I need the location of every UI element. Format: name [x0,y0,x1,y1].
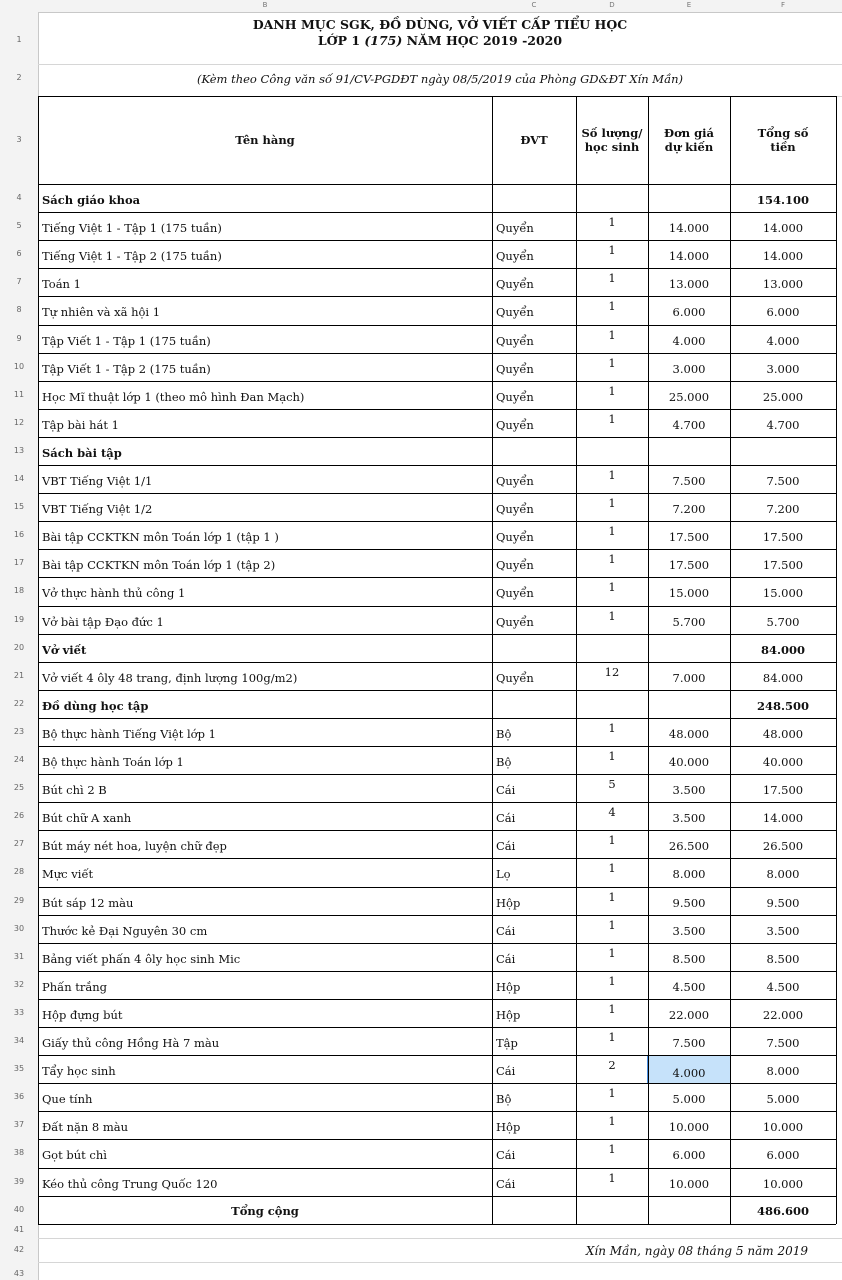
table-border [38,212,836,213]
column-header-c[interactable]: C [531,1,537,9]
row-number[interactable]: 41 [13,1224,25,1234]
item-qty[interactable]: 1 [608,496,616,511]
table-border [38,96,836,97]
item-total[interactable]: 22.000 [762,1007,804,1022]
table-border [38,381,836,382]
item-price[interactable]: 17.500 [668,558,710,573]
header-price-line2: dự kiến [664,140,714,154]
item-price[interactable]: 4.000 [648,1056,730,1083]
row-number[interactable]: 19 [13,614,25,624]
item-price[interactable]: 3.000 [672,361,706,376]
item-name[interactable]: Gọt bút chì [42,1148,107,1163]
table-border [38,1111,836,1112]
table-border [38,858,836,859]
row-number[interactable]: 1 [16,35,22,44]
item-unit[interactable]: Quyển [496,221,534,236]
item-name[interactable]: Tự nhiên và xã hội 1 [42,305,161,320]
item-qty[interactable]: 1 [608,327,616,342]
item-price[interactable]: 7.500 [672,474,706,488]
table-border [38,915,836,916]
table-border [38,1224,836,1225]
row-number[interactable]: 22 [13,698,25,708]
item-qty[interactable]: 1 [608,299,616,314]
item-name[interactable]: Phấn trắng [42,979,107,994]
item-name[interactable]: Que tính [42,1092,93,1107]
item-unit[interactable]: Cái [496,1176,516,1191]
item-name[interactable]: Bút sáp 12 màu [42,895,134,910]
item-price[interactable]: 6.000 [672,1148,706,1163]
item-unit[interactable]: Cái [496,951,516,966]
item-unit[interactable]: Quyển [496,417,534,432]
item-total[interactable]: 8.000 [766,1064,800,1079]
item-price[interactable]: 3.500 [672,783,706,798]
table-border [38,606,836,607]
item-total[interactable]: 14.000 [762,249,804,264]
table-border [38,1027,836,1028]
item-price[interactable]: 10.000 [668,1176,710,1191]
item-price[interactable]: 8.500 [672,951,706,966]
item-name[interactable]: Mực viết [42,867,94,882]
table-border [38,493,836,494]
item-qty[interactable]: 1 [608,552,616,567]
row-number[interactable]: 36 [13,1092,25,1102]
item-total[interactable]: 17.500 [762,783,804,798]
item-price[interactable]: 13.000 [668,277,710,292]
item-unit[interactable]: Lọ [496,867,511,882]
table-border [38,802,836,803]
item-name[interactable]: VBT Tiếng Việt 1/2 [42,502,153,517]
header-price-line1: Đơn giá [664,126,714,140]
row-number[interactable]: 27 [13,839,25,849]
table-border [38,1139,836,1140]
item-name[interactable]: Tẩy học sinh [42,1064,116,1079]
gridline [38,64,842,65]
item-price[interactable]: 26.500 [668,839,710,854]
item-price[interactable]: 3.500 [672,923,706,938]
header-qty[interactable] [576,126,648,154]
item-price[interactable]: 9.500 [672,895,706,910]
item-unit[interactable]: Hộp [496,895,521,910]
item-name[interactable]: Vở bài tập Đạo đức 1 [42,614,164,629]
table-border [38,1168,836,1169]
table-border [38,240,836,241]
item-price[interactable]: 14.000 [668,221,710,236]
item-total[interactable]: 10.000 [762,1176,804,1191]
table-border [38,465,836,466]
item-total[interactable]: 25.000 [762,389,804,404]
item-qty[interactable]: 4 [608,805,616,820]
row-number[interactable]: 35 [13,1064,25,1074]
table-border [38,184,836,185]
item-unit[interactable]: Cái [496,923,516,938]
item-qty[interactable]: 1 [608,945,616,960]
item-unit[interactable]: Quyển [496,361,534,376]
item-name[interactable]: Bộ thực hành Toán lớp 1 [42,755,184,769]
row-number[interactable]: 29 [13,895,25,905]
table-border [576,96,577,1224]
item-unit[interactable]: Cái [496,839,516,854]
item-unit[interactable]: Quyển [496,670,534,685]
item-unit[interactable]: Cái [496,1064,516,1079]
item-total[interactable]: 4.700 [766,417,800,432]
table-border [38,325,836,326]
item-total[interactable]: 8.000 [766,867,800,882]
item-price[interactable]: 25.000 [668,389,710,404]
item-price[interactable]: 7.000 [672,670,706,685]
item-price[interactable]: 7.200 [672,502,706,517]
row-number[interactable]: 34 [13,1036,25,1046]
row-number[interactable]: 23 [13,726,25,736]
item-name[interactable]: Tiếng Việt 1 - Tập 1 (175 tuần) [42,221,222,236]
item-qty[interactable]: 1 [608,215,616,230]
item-name[interactable]: Tập Viết 1 - Tập 2 (175 tuần) [42,361,211,376]
item-qty[interactable]: 1 [608,411,616,426]
row-number[interactable]: 6 [16,249,22,259]
item-name[interactable]: Hộp đựng bút [42,1007,123,1022]
item-qty[interactable]: 1 [608,468,616,482]
header-total-line1: Tổng số [757,126,809,140]
item-unit[interactable]: Tập [496,1036,518,1050]
row-number[interactable]: 25 [13,783,25,793]
table-border [38,690,836,691]
item-total[interactable]: 5.000 [766,1092,800,1107]
row-number[interactable]: 26 [13,811,25,821]
table-border [38,1055,836,1056]
item-price[interactable]: 7.500 [672,1036,706,1050]
item-unit[interactable]: Cái [496,1148,516,1163]
item-qty[interactable]: 1 [608,917,616,932]
item-name[interactable]: Sách bài tập [42,445,122,460]
item-unit[interactable]: Quyển [496,333,534,348]
item-total[interactable]: 15.000 [762,586,804,601]
header-total[interactable] [730,126,836,154]
item-total[interactable]: 3.500 [766,923,800,938]
table-border [38,943,836,944]
item-unit[interactable]: Quyển [496,586,534,601]
header-unit[interactable]: ĐVT [520,133,548,147]
item-qty[interactable]: 1 [608,833,616,848]
item-unit[interactable]: Cái [496,811,516,826]
row-number[interactable]: 8 [16,305,22,315]
row-number[interactable]: 17 [13,558,25,568]
item-unit[interactable]: Quyển [496,474,534,488]
item-unit[interactable]: Cái [496,783,516,798]
item-name[interactable]: Bảng viết phấn 4 ôly học sinh Mic [42,951,241,966]
item-name[interactable]: Vở viết [42,642,87,657]
item-price[interactable]: 40.000 [668,755,710,769]
table-border [38,1196,836,1197]
row-number[interactable]: 7 [16,277,22,287]
row-number[interactable]: 32 [13,979,25,989]
item-name[interactable]: Vở thực hành thủ công 1 [42,586,186,601]
item-total[interactable]: 84.000 [760,642,805,657]
item-unit[interactable]: Quyển [496,614,534,629]
table-border [38,971,836,972]
item-name[interactable]: Toán 1 [42,277,81,292]
document-subtitle: (Kèm theo Công văn số 91/CV-PGDĐT ngày 08/5/2019 của Phòng GD&ĐT Xín Mần) [196,72,684,86]
spreadsheet-grid[interactable] [38,12,842,1280]
item-qty[interactable]: 1 [608,1114,616,1129]
item-total[interactable]: 3.000 [766,361,800,376]
item-total[interactable]: 26.500 [762,839,804,854]
item-unit[interactable]: Bộ [496,755,512,769]
header-qty-line2: học sinh [584,140,640,154]
item-qty[interactable]: 1 [608,1001,616,1016]
item-total[interactable]: 13.000 [762,277,804,292]
item-qty[interactable]: 1 [608,749,616,763]
table-border [38,437,836,438]
item-total[interactable]: 17.500 [762,558,804,573]
table-border [38,577,836,578]
row-number[interactable]: 43 [13,1268,25,1278]
item-name[interactable]: Sách giáo khoa [42,193,141,207]
row-number[interactable]: 13 [13,445,25,455]
item-qty[interactable]: 12 [604,664,620,679]
item-name[interactable]: Kéo thủ công Trung Quốc 120 [42,1176,218,1191]
item-unit[interactable]: Quyển [496,249,534,264]
header-name[interactable]: Tên hàng [235,133,295,147]
item-unit[interactable]: Bộ [496,1092,512,1107]
row-number[interactable]: 3 [16,135,22,144]
item-total[interactable]: 4.500 [766,979,800,994]
table-border [38,662,836,663]
header-qty-line1: Số lượng/ [581,126,643,140]
item-unit[interactable]: Quyển [496,305,534,320]
item-total[interactable]: 7.500 [766,474,800,488]
item-price[interactable]: 3.500 [672,811,706,826]
item-qty[interactable]: 1 [608,720,616,735]
row-header-bar [0,12,39,1280]
item-qty[interactable]: 1 [608,243,616,258]
item-total[interactable]: 7.200 [766,502,800,517]
row-number[interactable]: 10 [13,361,25,371]
row-number[interactable]: 18 [13,586,25,596]
document-title-line1: DANH MỤC SGK, ĐỒ DÙNG, VỞ VIẾT CẤP TIỂU HỌC [252,17,628,32]
row-number[interactable]: 33 [13,1007,25,1017]
item-qty[interactable]: 1 [608,608,616,623]
item-price[interactable]: 22.000 [668,1007,710,1022]
item-unit[interactable]: Hộp [496,1120,521,1135]
item-unit[interactable]: Quyển [496,530,534,545]
table-border [38,830,836,831]
item-qty[interactable]: 1 [608,861,616,876]
item-total[interactable]: 154.100 [756,193,809,207]
table-border [38,268,836,269]
item-unit[interactable]: Quyển [496,502,534,517]
item-unit[interactable]: Hộp [496,979,521,994]
table-border [38,1083,836,1084]
table-border [38,999,836,1000]
item-name[interactable]: Đất nặn 8 màu [42,1120,129,1135]
item-name[interactable]: Tập Viết 1 - Tập 1 (175 tuần) [42,333,211,348]
column-header-d[interactable]: D [609,1,615,9]
column-header-f[interactable]: F [780,1,786,9]
grand-total-value[interactable]: 486.600 [756,1203,809,1218]
item-price[interactable]: 15.000 [668,586,710,601]
item-qty[interactable]: 1 [608,524,616,539]
table-border [38,774,836,775]
header-total-line2: tiền [770,140,796,154]
item-total[interactable]: 84.000 [762,670,804,685]
document-title-line2: LỚP 1 (175) NĂM HỌC 2019 -2020 [317,33,563,48]
item-price[interactable]: 4.000 [672,333,706,348]
row-number[interactable]: 40 [13,1204,25,1214]
item-price[interactable]: 5.700 [672,614,706,629]
row-number[interactable]: 2 [16,73,22,82]
item-name[interactable]: Bài tập CCKTKN môn Toán lớp 1 (tập 2) [42,558,276,573]
row-number[interactable]: 4 [16,193,22,203]
item-name[interactable]: Bút máy nét hoa, luyện chữ đẹp [42,839,227,854]
item-qty[interactable]: 1 [608,355,616,370]
item-total[interactable]: 8.500 [766,951,800,966]
row-number[interactable]: 9 [16,333,22,343]
item-name[interactable]: VBT Tiếng Việt 1/1 [42,474,153,488]
item-name[interactable]: Bộ thực hành Tiếng Việt lớp 1 [42,726,216,741]
header-price[interactable] [648,126,730,154]
column-header-b[interactable]: B [262,1,268,9]
table-border [38,718,836,719]
table-border [38,409,836,410]
item-qty[interactable]: 1 [608,973,616,988]
table-border [38,549,836,550]
item-name[interactable]: Học Mĩ thuật lớp 1 (theo mô hình Đan Mạch) [42,389,305,404]
item-name[interactable]: Đồ dùng học tập [42,698,149,713]
item-total[interactable]: 10.000 [762,1120,804,1135]
item-name[interactable]: Tiếng Việt 1 - Tập 2 (175 tuần) [42,249,222,264]
table-border [836,96,837,1224]
item-qty[interactable]: 1 [608,271,616,286]
item-total[interactable]: 7.500 [766,1036,800,1050]
row-number[interactable]: 38 [13,1148,25,1158]
item-total[interactable]: 6.000 [766,1148,800,1163]
item-name[interactable]: Bài tập CCKTKN môn Toán lớp 1 (tập 1 ) [42,530,279,545]
table-border [38,96,39,1224]
item-total[interactable]: 5.700 [766,614,800,629]
item-qty[interactable]: 1 [608,889,616,904]
item-name[interactable]: Giấy thủ công Hồng Hà 7 màu [42,1036,220,1050]
gridline [38,1238,842,1239]
row-number[interactable]: 16 [13,530,25,540]
item-price[interactable]: 8.000 [672,867,706,882]
item-unit[interactable]: Hộp [496,1007,521,1022]
row-number[interactable]: 11 [13,389,25,399]
item-qty[interactable]: 1 [608,1142,616,1157]
item-total[interactable]: 40.000 [762,755,804,769]
row-number[interactable]: 31 [13,951,25,961]
item-name[interactable]: Bút chữ A xanh [42,811,132,826]
item-qty[interactable]: 1 [608,1170,616,1185]
row-number[interactable]: 28 [13,867,25,877]
item-unit[interactable]: Quyển [496,558,534,573]
row-number[interactable]: 5 [16,221,22,231]
row-number[interactable]: 39 [13,1176,25,1186]
item-price[interactable]: 4.700 [672,417,706,432]
gridline [38,1262,842,1263]
row-number[interactable]: 42 [13,1244,25,1254]
item-unit[interactable]: Quyển [496,277,534,292]
item-qty[interactable]: 1 [608,1086,616,1101]
item-name[interactable]: Vở viết 4 ôly 48 trang, định lượng 100g/m2) [42,670,298,685]
table-border [38,746,836,747]
item-total[interactable]: 6.000 [766,305,800,320]
item-price[interactable]: 17.500 [668,530,710,545]
item-total[interactable]: 4.000 [766,333,800,348]
table-border [648,96,649,1224]
table-border [38,887,836,888]
row-number[interactable]: 21 [13,670,25,680]
row-number[interactable]: 15 [13,502,25,512]
row-number[interactable]: 20 [13,642,25,652]
item-qty[interactable]: 1 [608,580,616,595]
item-unit[interactable]: Bộ [496,726,512,741]
item-total[interactable]: 48.000 [762,726,804,741]
table-border [38,634,836,635]
row-number[interactable]: 14 [13,474,25,484]
item-name[interactable]: Bút chì 2 B [42,783,107,798]
item-qty[interactable]: 1 [608,1030,616,1044]
row-number[interactable]: 24 [13,755,25,765]
table-border [492,96,493,1224]
footer-date[interactable]: Xín Mần, ngày 08 tháng 5 năm 2019 [585,1243,808,1258]
item-total[interactable]: 248.500 [756,698,809,713]
table-border [38,521,836,522]
row-number[interactable]: 37 [13,1120,25,1130]
item-price[interactable]: 4.500 [672,979,706,994]
table-border [38,296,836,297]
item-price[interactable]: 6.000 [672,305,706,320]
table-border [730,96,731,1224]
item-price[interactable]: 48.000 [668,726,710,741]
item-name[interactable]: Thước kẻ Đại Nguyên 30 cm [42,923,208,938]
item-unit[interactable]: Quyển [496,389,534,404]
item-qty[interactable]: 5 [608,777,616,792]
column-header-e[interactable]: E [686,1,692,9]
item-qty[interactable]: 2 [608,1058,616,1073]
item-price[interactable]: 10.000 [668,1120,710,1135]
item-total[interactable]: 9.500 [766,895,800,910]
row-number[interactable]: 30 [13,923,25,933]
item-price[interactable]: 5.000 [672,1092,706,1107]
row-number[interactable]: 12 [13,417,25,427]
item-price[interactable]: 14.000 [668,249,710,264]
item-total[interactable]: 14.000 [762,221,804,236]
item-name[interactable]: Tập bài hát 1 [42,417,119,432]
table-border [38,353,836,354]
item-qty[interactable]: 1 [608,383,616,398]
item-total[interactable]: 14.000 [762,811,804,826]
grand-total-label[interactable]: Tổng cộng [231,1203,299,1218]
item-total[interactable]: 17.500 [762,530,804,545]
